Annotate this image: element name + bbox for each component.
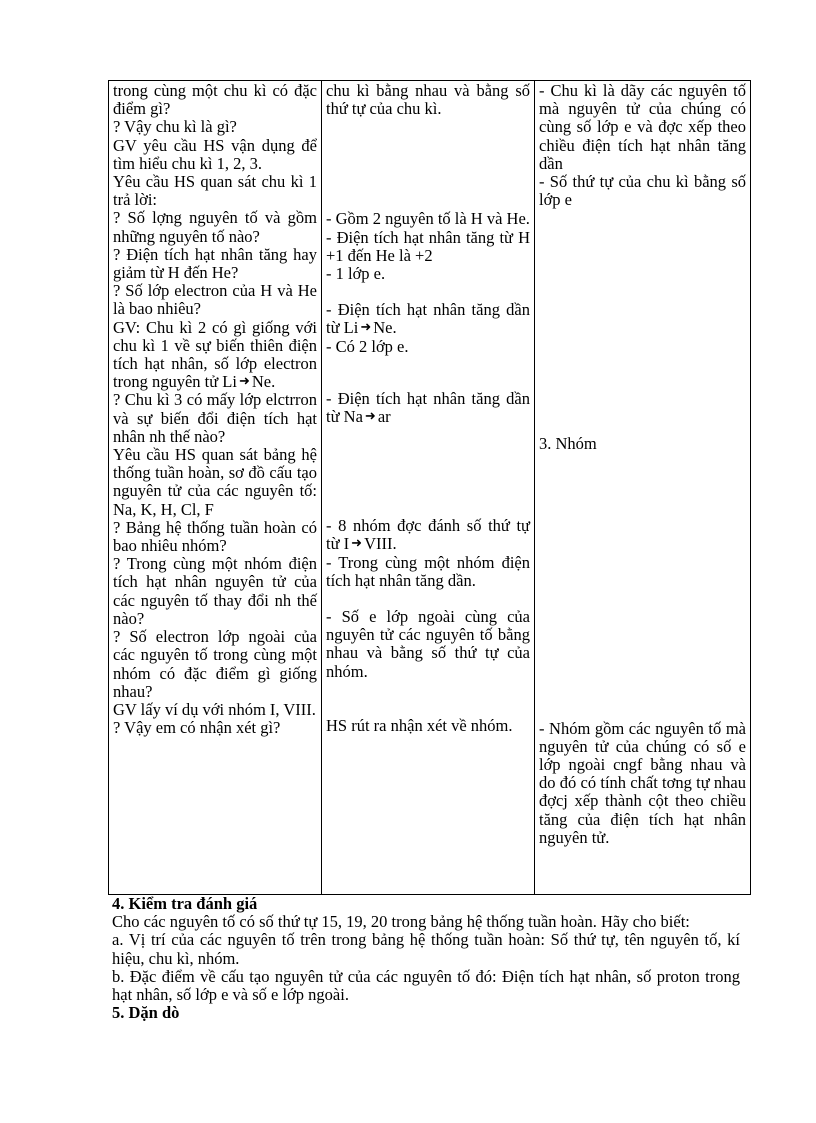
- student-line: [326, 390, 530, 426]
- student-text: Ne.: [373, 318, 397, 338]
- student-line: HS rút ra nhận xét về nhóm.: [326, 715, 513, 735]
- teacher-line: trong cùng một chu kì có đặc điểm gì?: [113, 81, 317, 119]
- student-text: - Điện tích hạt nhân tăng dần từ Li: [326, 300, 530, 338]
- right-arrow-icon: ➜: [364, 408, 376, 424]
- teacher-line: ? Bảng hệ thống tuần hoàn có bao nhiêu nhóm?: [113, 517, 317, 556]
- teacher-line: GV lấy ví dụ với nhóm I, VIII.: [113, 699, 316, 719]
- teacher-line: ? Số lớp electron của H và He là bao nhiêu?: [113, 281, 317, 319]
- student-text: - Điện tích hạt nhân tăng dần từ Na: [326, 388, 530, 427]
- student-line: - Có 2 lớp e.: [326, 336, 409, 356]
- teacher-line: ? Số electron lớp ngoài của các nguyên tố trong cùng một nhóm có đặc điểm gì giống nhau?: [113, 627, 317, 701]
- content-cell: [535, 81, 751, 895]
- student-line: [326, 301, 530, 337]
- teacher-line: Yêu cầu HS quan sát chu kì 1 trả lời:: [113, 172, 317, 210]
- teacher-line: GV yêu cầu HS vận dụng để tìm hiểu chu kì 1, 2, 3.: [113, 135, 317, 173]
- student-line: chu kì bằng nhau và bằng số thứ tự của chu kì.: [326, 81, 530, 119]
- student-line: [326, 517, 530, 553]
- teacher-text: GV: Chu kì 2 có gì giống với chu kì 1 về sự biến thiên điện tích hạt nhân, số lớp electron trong nguyên tử Li: [113, 317, 317, 392]
- student-line: - Số e lớp ngoài cùng của nguyên tử các nguyên tố bằng nhau và bằng số thứ tự của nhóm.: [326, 607, 530, 681]
- student-text: ar: [377, 407, 391, 427]
- right-arrow-icon: ➜: [238, 373, 250, 389]
- content-line: - Chu kì là dãy các nguyên tố mà nguyên tử của chúng có cùng số lớp e và đợc xếp theo chiều điện tích hạt nhân tăng dần: [539, 81, 746, 173]
- student-line: - 1 lớp e.: [326, 264, 386, 284]
- teacher-line: ? Điện tích hạt nhân tăng hay giảm từ H đến He?: [113, 244, 317, 283]
- lesson-table: [108, 80, 751, 895]
- content-line: - Nhóm gồm các nguyên tố mà nguyên tử của chúng có số e lớp ngoài cngf bằng nhau và do đó có tính chất tơng tự nhau đợcj xếp thành cột theo chiều tăng của điện tích hạt nhân nguyên tử.: [539, 718, 746, 847]
- teacher-text: Ne.: [251, 372, 276, 392]
- student-text: - 8 nhóm đợc đánh số thứ tự từ I: [326, 516, 530, 554]
- teacher-line: ? Vậy em có nhận xét gì?: [113, 718, 281, 738]
- assessment-section: [112, 895, 740, 1022]
- student-line: - Trong cùng một nhóm điện tích hạt nhân tăng dần.: [326, 552, 530, 590]
- student-text: VIII.: [364, 534, 397, 554]
- teacher-line: ? Số lợng nguyên tố và gồm những nguyên tố nào?: [113, 208, 317, 246]
- right-arrow-icon: ➜: [360, 319, 372, 335]
- right-arrow-icon: ➜: [351, 535, 363, 551]
- content-line: - Số thứ tự của chu kì bằng số lớp e: [539, 172, 746, 210]
- assessment-heading: 4. Kiểm tra đánh giá: [112, 894, 258, 913]
- teacher-line: [113, 319, 317, 392]
- teacher-line: ? Chu kì 3 có mấy lớp elctrron và sự biến đổi điện tích hạt nhân nh thế nào?: [113, 390, 317, 446]
- assessment-item-a: a. Vị trí của các nguyên tố trên trong bảng hệ thống tuần hoàn: Số thứ tự, tên nguyên tố, kí hiệu, chu kì, nhóm.: [112, 930, 740, 968]
- student-activity-cell: [322, 81, 535, 895]
- homework-heading: 5. Dặn dò: [112, 1003, 180, 1023]
- assessment-item-b: b. Đặc điểm về cấu tạo nguyên tử của các nguyên tố đó: Điện tích hạt nhân, số proton trong hạt nhân, số lớp e và số e lớp ngoài.: [112, 966, 740, 1005]
- teacher-activity-cell: [109, 81, 322, 895]
- table-row: [109, 81, 751, 895]
- teacher-line: Yêu cầu HS quan sát bảng hệ thống tuần hoàn, sơ đồ cấu tạo nguyên tử của các nguyên tố: Na, K, H, Cl, F: [113, 445, 317, 519]
- teacher-line: ? Trong cùng một nhóm điện tích hạt nhân nguyên tử của các nguyên tố thay đổi nh thế nào?: [113, 554, 317, 628]
- content-line: 3. Nhóm: [539, 434, 597, 454]
- teacher-line: ? Vậy chu kì là gì?: [113, 117, 237, 137]
- student-line: - Điện tích hạt nhân tăng từ H +1 đến He là +2: [326, 227, 530, 265]
- student-line: - Gồm 2 nguyên tố là H và He.: [326, 209, 530, 229]
- assessment-intro: Cho các nguyên tố có số thứ tự 15, 19, 20 trong bảng hệ thống tuần hoàn. Hãy cho biết:: [112, 912, 690, 932]
